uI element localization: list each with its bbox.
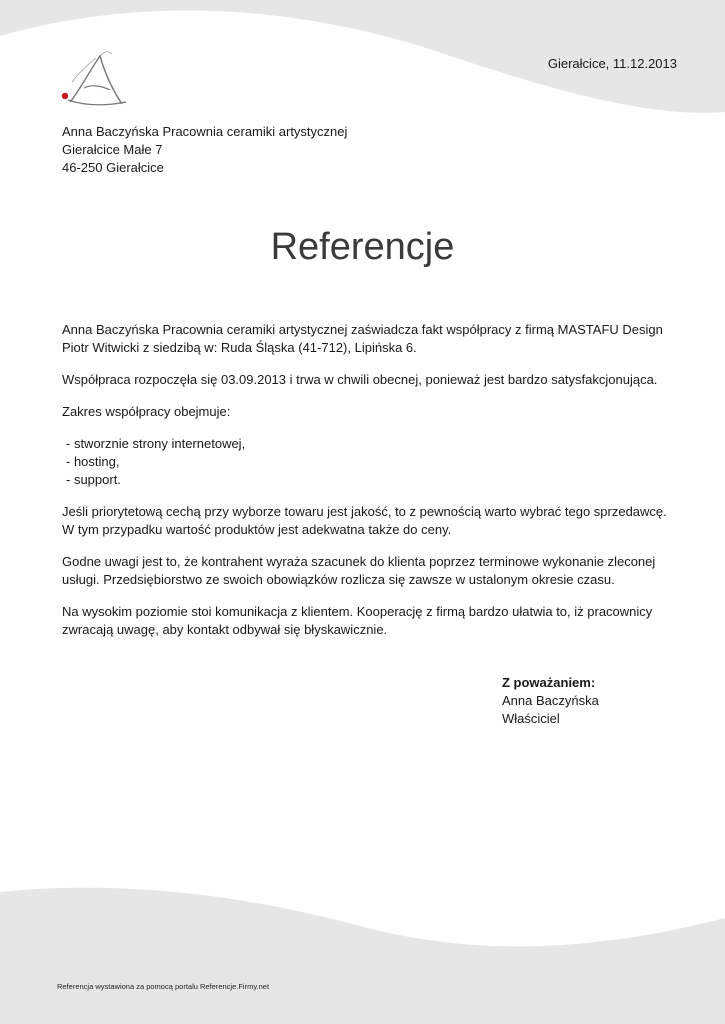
- signature-greeting: Z poważaniem:: [502, 675, 596, 690]
- sender-name: Anna Baczyńska Pracownia ceramiki artystycznej: [62, 124, 348, 139]
- paragraph-start: Współpraca rozpoczęła się 03.09.2013 i trwa w chwili obecnej, ponieważ jest bardzo satysfakcjonująca.: [62, 372, 658, 387]
- sender-address: [62, 123, 347, 177]
- scope-item: - stworznie strony internetowej,: [66, 436, 246, 451]
- paragraph-quality: Jeśli priorytetową cechą przy wyborze towaru jest jakość, to z pewnością warto wybrać tego sprzedawcę. W tym przypadku wartość produktów jest adekwatna także do ceny.: [62, 504, 667, 537]
- paragraph-intro: Anna Baczyńska Pracownia ceramiki artystycznej zaświadcza fakt współpracy z firmą MASTAFU Design Piotr Witwicki z siedzibą w: Ruda Śląska (41-712), Lipińska 6.: [62, 322, 663, 355]
- scope-item: - support.: [66, 472, 121, 487]
- sender-street: Gierałcice Małe 7: [62, 142, 163, 157]
- signature-role: Właściciel: [502, 711, 560, 726]
- scope-item: - hosting,: [66, 454, 120, 469]
- sender-postal: 46-250 Gierałcice: [62, 160, 164, 175]
- date-line: Gierałcice, 11.12.2013: [547, 56, 677, 71]
- bottom-wave-decoration: [0, 884, 725, 1024]
- signature-name: Anna Baczyńska: [502, 693, 599, 708]
- footer-note: Referencja wystawiona za pomocą portalu Referencje.Firmy.net: [57, 982, 270, 991]
- paragraph-scope-heading: Zakres współpracy obejmuje:: [62, 404, 231, 419]
- paragraph-timeliness: Godne uwagi jest to, że kontrahent wyraża szacunek do klienta poprzez terminowe wykonanie zleconej usługi. Przedsiębiorstwo ze swoich obowiązków rozlicza się zawsze w ustalonym okresie czasu.: [62, 554, 656, 587]
- signature-block: [502, 674, 599, 728]
- document-title: Referencje: [270, 226, 455, 268]
- scope-list: [62, 435, 682, 489]
- logo-icon: [56, 44, 128, 110]
- letter-body: [62, 321, 682, 653]
- paragraph-communication: Na wysokim poziomie stoi komunikacja z klientem. Kooperację z firmą bardzo ułatwia to, iż pracownicy zwracają uwagę, aby kontakt odbywał się błyskawicznie.: [62, 604, 653, 637]
